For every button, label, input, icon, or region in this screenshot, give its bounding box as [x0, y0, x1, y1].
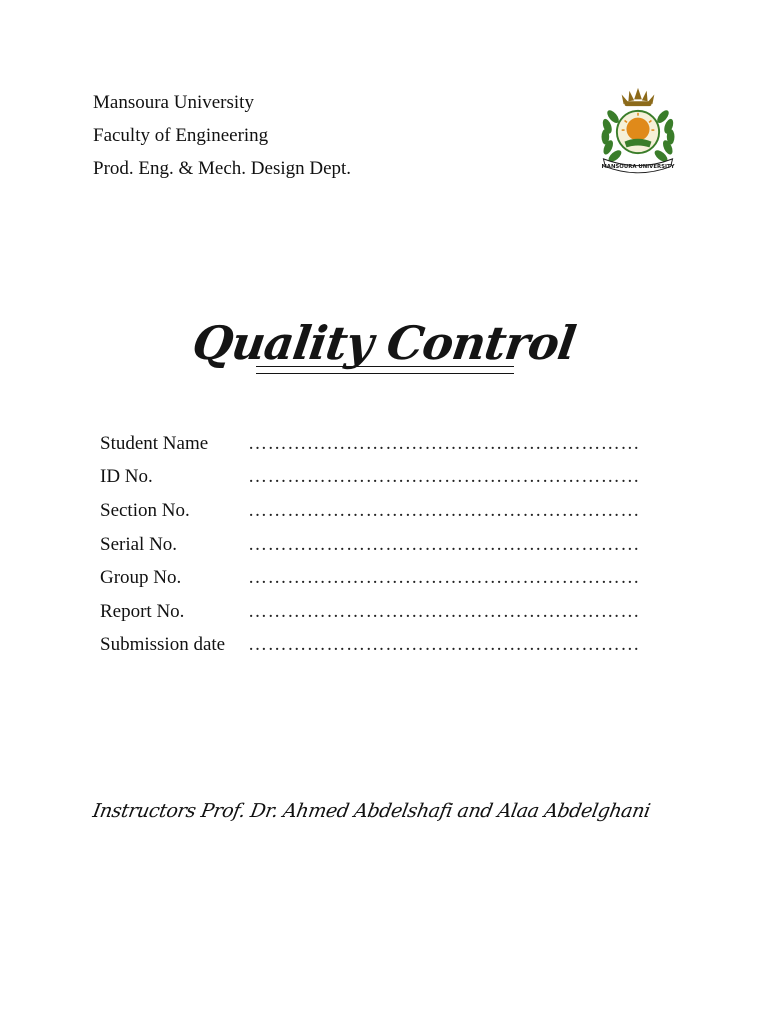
blank-line: …………………………………………………… [248, 533, 640, 555]
department-name: Prod. Eng. & Mech. Design Dept. [93, 158, 352, 179]
blank-line: …………………………………………………… [248, 600, 640, 622]
field-label: Student Name [100, 432, 209, 454]
field-label: Submission date [100, 634, 226, 656]
university-name: Mansoura University [93, 92, 254, 113]
title-container [0, 316, 768, 370]
page-title: Quality Control [189, 316, 579, 370]
header-block [93, 86, 351, 185]
field-label: ID No. [100, 466, 153, 488]
field-row-report [100, 595, 640, 629]
field-row-serial [100, 528, 640, 562]
field-row-section [100, 494, 640, 528]
instructors-line: Instructors Prof. Dr. Ahmed Abdelshafi and Alaa Abdelghani [91, 800, 652, 822]
faculty-name: Faculty of Engineering [93, 125, 269, 146]
field-row-id [100, 461, 640, 495]
blank-line: …………………………………………………… [248, 499, 640, 521]
blank-line: …………………………………………………… [248, 466, 640, 488]
blank-line: …………………………………………………… [248, 432, 640, 454]
title-underline [256, 366, 514, 374]
field-label: Report No. [100, 600, 185, 622]
seal-text: MANSOURA UNIVERSITY [601, 164, 675, 170]
field-label: Serial No. [100, 533, 178, 555]
university-seal-icon [590, 84, 686, 180]
blank-line: …………………………………………………… [248, 634, 640, 656]
field-row-group [100, 561, 640, 595]
field-row-submission-date [100, 629, 640, 663]
field-label: Group No. [100, 567, 182, 589]
blank-line: …………………………………………………… [248, 567, 640, 589]
field-row-student-name [100, 427, 640, 461]
field-label: Section No. [100, 499, 190, 521]
student-info-form [100, 427, 640, 662]
